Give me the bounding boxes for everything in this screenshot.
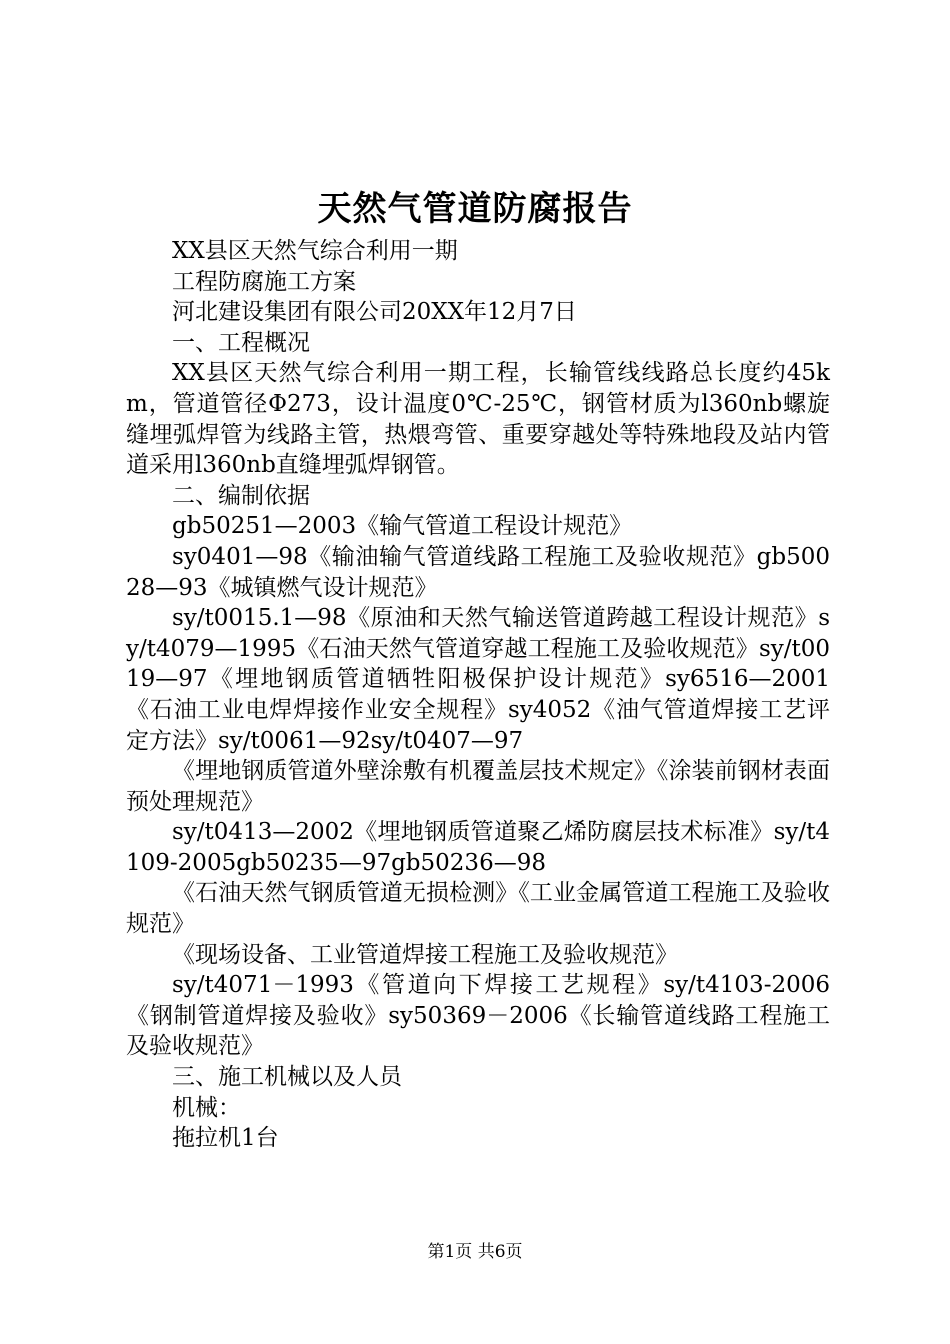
- paragraph-company-date: 河北建设集团有限公司20XX年12月7日: [172, 299, 577, 326]
- section-heading-machinery: 三、施工机械以及人员: [172, 1064, 402, 1091]
- document-body: [126, 236, 830, 1154]
- paragraph-machinery-item: 拖拉机1台: [172, 1125, 279, 1152]
- page-footer: 第1页 共6页: [427, 1242, 523, 1262]
- paragraph-standard: gb50251—2003《输气管道工程设计规范》: [172, 513, 633, 540]
- paragraph-standard: 《石油天然气钢质管道无损检测》《工业金属管道工程施工及验收规范》: [126, 880, 830, 938]
- paragraph-overview: XX县区天然气综合利用一期工程，长输管线线路总长度约45km，管道管径Φ273，设计温度0℃-25℃，钢管材质为l360nb螺旋缝埋弧焊管为线路主管，热煨弯管、重要穿越处等特殊地段及站内管道采用l360nb直缝埋弧焊钢管。: [126, 360, 830, 479]
- document-title: 天然气管道防腐报告: [317, 189, 633, 229]
- paragraph-project-name: XX县区天然气综合利用一期: [172, 238, 458, 264]
- section-heading-basis: 二、编制依据: [172, 482, 310, 509]
- paragraph-standard: 《埋地钢质管道外壁涂敷有机覆盖层技术规定》《涂装前钢材表面预处理规范》: [126, 758, 830, 815]
- paragraph-standard: sy/t0015.1—98《原油和天然气输送管道跨越工程设计规范》sy/t4079—1995《石油天然气管道穿越工程施工及验收规范》sy/t0019—97《埋地钢质管道牺牲阳极保护设计规范》sy6516—2001《石油工业电焊焊接作业安全规程》sy4052《油气管道焊接工艺评定方法》sy/t0061—92sy/t0407—97: [126, 605, 830, 754]
- paragraph-standard: sy/t4071－1993《管道向下焊接工艺规程》sy/t4103-2006《钢制管道焊接及验收》sy50369－2006《长输管道线路工程施工及验收规范》: [126, 972, 830, 1060]
- section-heading-overview: 一、工程概况: [172, 329, 310, 356]
- paragraph-machinery-label: 机械：: [172, 1094, 241, 1121]
- paragraph-standard: sy/t0413—2002《埋地钢质管道聚乙烯防腐层技术标准》sy/t4109-2005gb50235—97gb50236—98: [126, 819, 830, 876]
- paragraph-standard: sy0401—98《输油输气管道线路工程施工及验收规范》gb50028—93《城镇燃气设计规范》: [126, 543, 830, 601]
- paragraph-plan-name: 工程防腐施工方案: [172, 268, 356, 295]
- paragraph-standard: 《现场设备、工业管道焊接工程施工及验收规范》: [172, 941, 678, 968]
